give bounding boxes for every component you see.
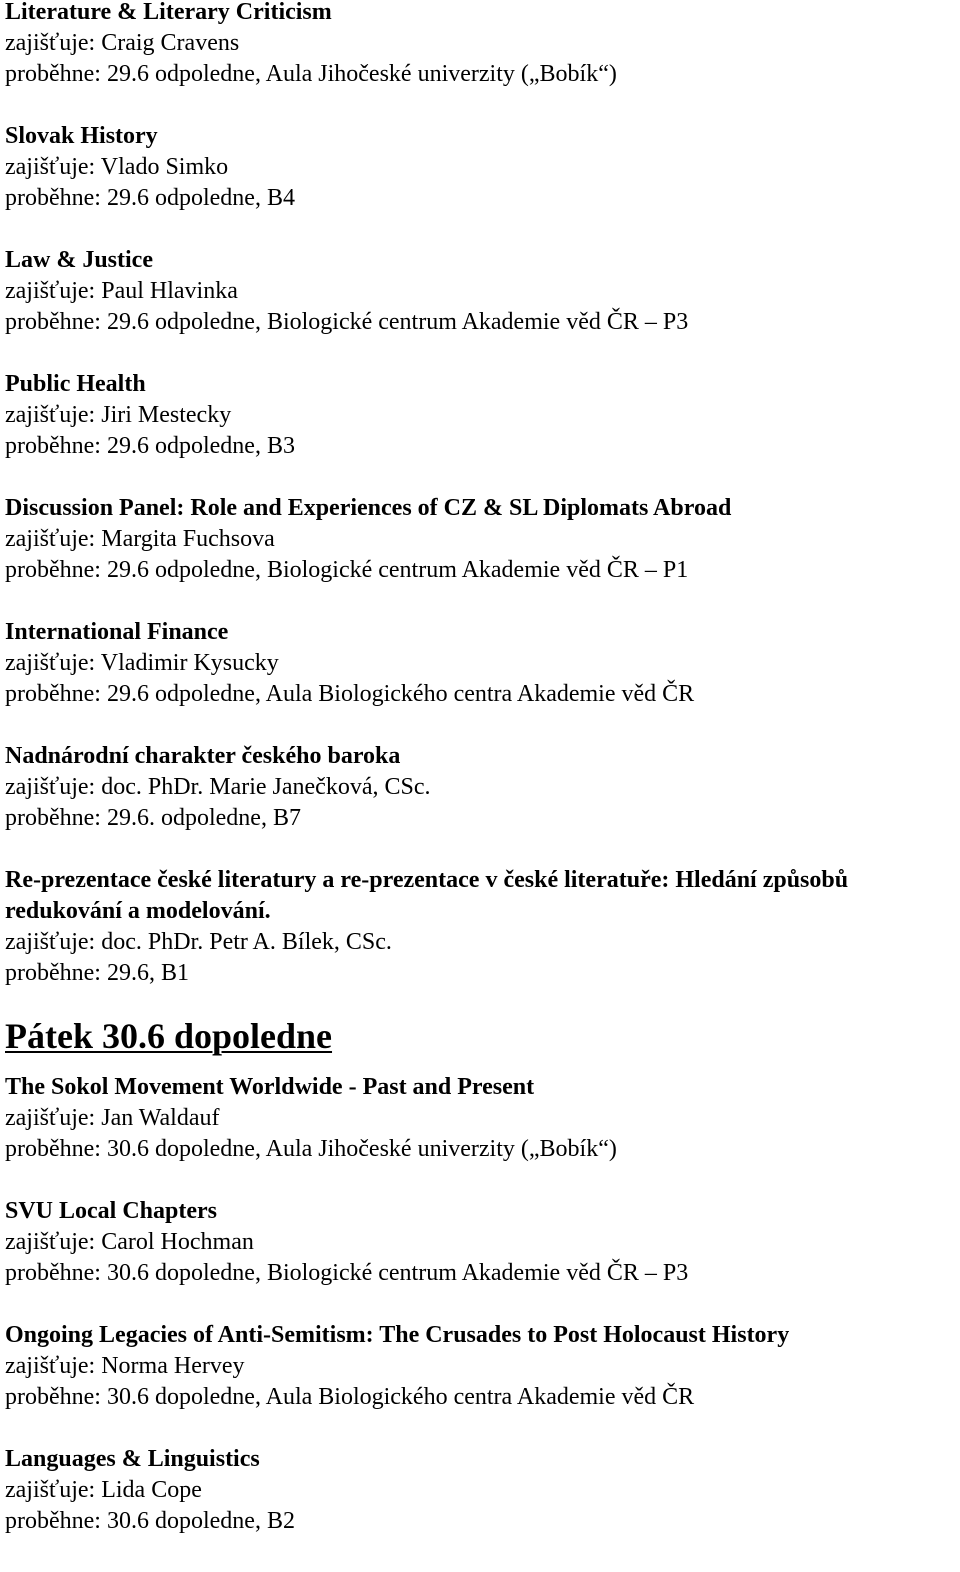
session-title: Discussion Panel: Role and Experiences of CZ & SL Diplomats Abroad bbox=[5, 495, 732, 521]
session-title: Literature & Literary Criticism bbox=[5, 0, 332, 25]
session-anti-semitism bbox=[5, 1320, 957, 1413]
session-discussion-panel bbox=[5, 493, 957, 586]
session-time-place: proběhne: 29.6 odpoledne, B4 bbox=[5, 185, 295, 211]
session-sokol bbox=[5, 1072, 957, 1165]
session-time-place: proběhne: 29.6 odpoledne, B3 bbox=[5, 433, 295, 459]
session-time-place: proběhne: 30.6 dopoledne, Aula Jihočeské univerzity („Bobík“) bbox=[5, 1136, 617, 1162]
session-slovak-history bbox=[5, 121, 957, 214]
session-organizer: zajišťuje: Craig Cravens bbox=[5, 30, 240, 56]
session-organizer: zajišťuje: Vladimir Kysucky bbox=[5, 650, 279, 676]
session-time-place: proběhne: 30.6 dopoledne, B2 bbox=[5, 1508, 295, 1534]
session-organizer: zajišťuje: Norma Hervey bbox=[5, 1353, 245, 1379]
session-time-place: proběhne: 29.6 odpoledne, Biologické centrum Akademie věd ČR – P1 bbox=[5, 557, 689, 583]
session-title: International Finance bbox=[5, 619, 229, 645]
session-organizer: zajišťuje: Jiri Mestecky bbox=[5, 402, 232, 428]
session-time-place: proběhne: 29.6, B1 bbox=[5, 960, 189, 986]
session-organizer: zajišťuje: doc. PhDr. Petr A. Bílek, CSc. bbox=[5, 929, 392, 955]
session-title: Public Health bbox=[5, 371, 146, 397]
session-international-finance bbox=[5, 617, 957, 710]
session-organizer: zajišťuje: Margita Fuchsova bbox=[5, 526, 275, 552]
session-time-place: proběhne: 29.6 odpoledne, Aula Jihočeské univerzity („Bobík“) bbox=[5, 61, 617, 87]
session-time-place: proběhne: 29.6. odpoledne, B7 bbox=[5, 805, 301, 831]
session-public-health bbox=[5, 369, 957, 462]
session-time-place: proběhne: 30.6 dopoledne, Aula Biologického centra Akademie věd ČR bbox=[5, 1384, 695, 1410]
session-organizer: zajišťuje: Vlado Simko bbox=[5, 154, 229, 180]
session-organizer: zajišťuje: Jan Waldauf bbox=[5, 1105, 220, 1131]
session-title: Ongoing Legacies of Anti-Semitism: The Crusades to Post Holocaust History bbox=[5, 1322, 790, 1348]
session-baroko bbox=[5, 741, 957, 834]
session-time-place: proběhne: 29.6 odpoledne, Aula Biologického centra Akademie věd ČR bbox=[5, 681, 695, 707]
session-title: Nadnárodní charakter českého baroka bbox=[5, 743, 401, 769]
session-organizer: zajišťuje: Paul Hlavinka bbox=[5, 278, 238, 304]
session-law-justice bbox=[5, 245, 957, 338]
document-page bbox=[5, 0, 957, 1568]
session-literature bbox=[5, 0, 957, 90]
session-title: Re-prezentace české literatury a re-prezentace v české literatuře: Hledání způsobů redukování a modelování. bbox=[5, 867, 849, 924]
session-title: SVU Local Chapters bbox=[5, 1198, 218, 1224]
session-re-prezentace bbox=[5, 865, 957, 989]
session-time-place: proběhne: 30.6 dopoledne, Biologické centrum Akademie věd ČR – P3 bbox=[5, 1260, 689, 1286]
session-svu-local-chapters bbox=[5, 1196, 957, 1289]
session-languages-linguistics bbox=[5, 1444, 957, 1537]
session-title: Slovak History bbox=[5, 123, 158, 149]
session-time-place: proběhne: 29.6 odpoledne, Biologické centrum Akademie věd ČR – P3 bbox=[5, 309, 689, 335]
session-title: Law & Justice bbox=[5, 247, 153, 273]
session-organizer: zajišťuje: doc. PhDr. Marie Janečková, CSc. bbox=[5, 774, 431, 800]
session-title: Languages & Linguistics bbox=[5, 1446, 260, 1472]
session-title: The Sokol Movement Worldwide - Past and Present bbox=[5, 1074, 535, 1100]
session-organizer: zajišťuje: Lida Cope bbox=[5, 1477, 202, 1503]
day-heading: Pátek 30.6 dopoledne bbox=[5, 1016, 333, 1056]
session-organizer: zajišťuje: Carol Hochman bbox=[5, 1229, 254, 1255]
